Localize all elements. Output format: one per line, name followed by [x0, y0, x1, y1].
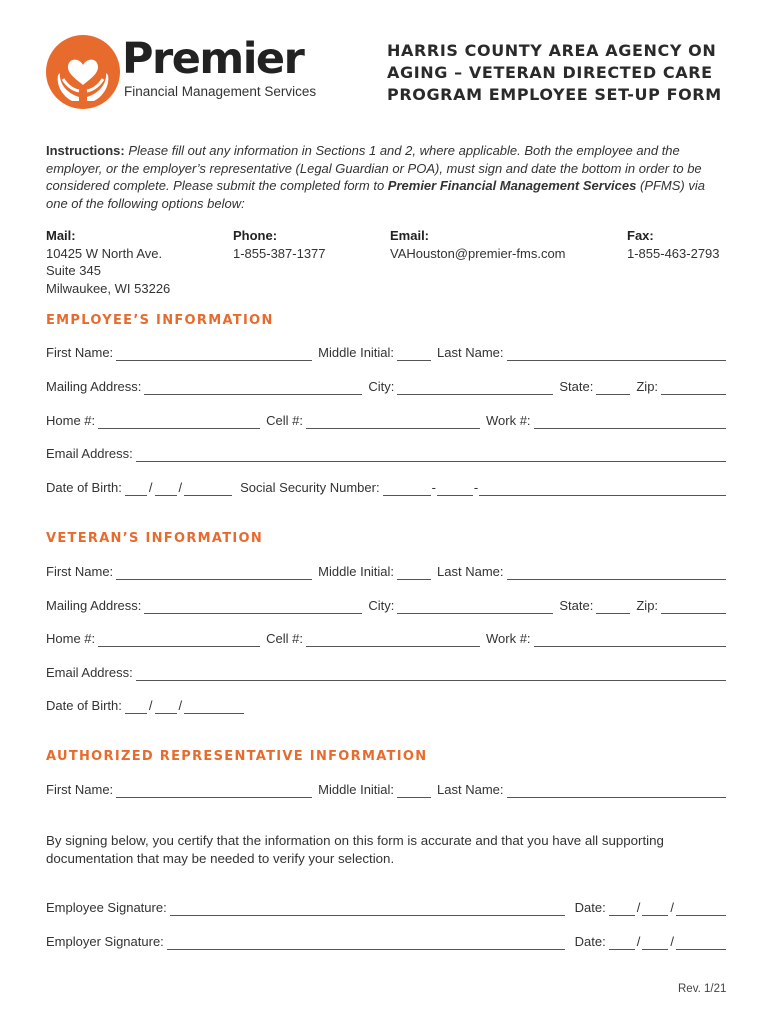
employee-middle-initial-field[interactable] [397, 348, 431, 361]
brand-tagline: Financial Management Services [124, 84, 317, 99]
ssn-label: Social Security Number: [240, 480, 380, 495]
employee-mailing-address-field[interactable] [144, 382, 362, 395]
employee-home-phone-field[interactable] [98, 416, 260, 429]
employee-state-field[interactable] [596, 382, 630, 395]
veteran-email-row [46, 663, 726, 681]
veteran-dob-day-field[interactable] [155, 701, 177, 714]
cell-label: Cell #: [266, 631, 303, 646]
employer-signature-row [46, 932, 726, 950]
employee-dob-year-field[interactable] [184, 483, 232, 496]
first-name-label: First Name: [46, 564, 114, 579]
form-title-line: AGING – VETERAN DIRECTED CARE [387, 63, 713, 82]
employer-date-month-field[interactable] [609, 937, 635, 950]
veteran-dob-year-field[interactable] [184, 701, 244, 714]
mail-line: Milwaukee, WI 53226 [46, 280, 171, 296]
representative-middle-initial-field[interactable] [397, 785, 431, 798]
phone-value: 1-855-387-1377 [233, 245, 326, 261]
mail-line: Suite 345 [46, 263, 101, 278]
email-address-label: Email Address: [46, 446, 133, 461]
date-slash: / [636, 934, 641, 949]
work-label: Work #: [486, 631, 531, 646]
veteran-dob-row [46, 696, 726, 714]
employee-zip-field[interactable] [661, 382, 726, 395]
representative-first-name-field[interactable] [116, 785, 312, 798]
employee-signature-field[interactable] [170, 903, 565, 916]
dob-slash: / [148, 480, 153, 495]
employer-date-year-field[interactable] [676, 937, 726, 950]
representative-last-name-field[interactable] [507, 785, 726, 798]
employee-dob-row [46, 478, 726, 496]
veteran-name-row [46, 562, 726, 580]
zip-label: Zip: [636, 598, 659, 613]
employer-signature-field[interactable] [167, 937, 565, 950]
employee-dob-month-field[interactable] [125, 483, 147, 496]
middle-initial-label: Middle Initial: [318, 345, 395, 360]
middle-initial-label: Middle Initial: [318, 564, 395, 579]
first-name-label: First Name: [46, 345, 114, 360]
state-label: State: [559, 598, 594, 613]
veteran-mailing-address-field[interactable] [144, 601, 362, 614]
employee-dob-day-field[interactable] [155, 483, 177, 496]
veteran-cell-phone-field[interactable] [306, 634, 480, 647]
form-title [387, 40, 747, 106]
ssn-dash: - [431, 480, 436, 495]
fax-label: Fax: [627, 228, 654, 243]
employee-email-row [46, 444, 726, 462]
contact-mail [46, 227, 170, 297]
zip-label: Zip: [636, 379, 659, 394]
dob-label: Date of Birth: [46, 698, 122, 713]
employee-city-field[interactable] [397, 382, 553, 395]
employee-signature-label: Employee Signature: [46, 900, 167, 915]
home-label: Home #: [46, 413, 96, 428]
employee-email-field[interactable] [136, 449, 726, 462]
email-value[interactable]: VAHouston@premier-fms.com [390, 245, 566, 261]
employee-cell-phone-field[interactable] [306, 416, 480, 429]
city-label: City: [368, 379, 395, 394]
employee-date-year-field[interactable] [676, 903, 726, 916]
representative-name-row [46, 780, 726, 798]
email-address-label: Email Address: [46, 665, 133, 680]
veteran-last-name-field[interactable] [507, 567, 726, 580]
email-label: Email: [390, 228, 430, 243]
dob-slash: / [178, 480, 183, 495]
instructions-text-2: (PFMS) via one of the following options below: [46, 178, 705, 211]
veteran-city-field[interactable] [397, 601, 553, 614]
revision-label: Rev. 1/21 [678, 983, 727, 995]
ssn-dash: - [473, 480, 479, 495]
middle-initial-label: Middle Initial: [318, 782, 395, 797]
veteran-email-field[interactable] [136, 668, 726, 681]
instructions-text: Please fill out any information in Sections 1 and 2, where applicable. Both the employee and the employer, or the employer’s representative (Legal Guardian or POA), must sign and date the bottom in order to be considered complete. Please submit the completed form to [46, 143, 702, 193]
phone-label: Phone: [233, 228, 278, 243]
city-label: City: [368, 598, 395, 613]
contact-phone [233, 227, 326, 262]
veteran-phone-row [46, 629, 726, 647]
premier-logo-icon [46, 35, 120, 109]
section-employee-heading: EMPLOYEE’S INFORMATION [46, 313, 274, 328]
dob-label: Date of Birth: [46, 480, 122, 495]
employee-first-name-field[interactable] [116, 348, 312, 361]
first-name-label: First Name: [46, 782, 114, 797]
mailing-address-label: Mailing Address: [46, 379, 142, 394]
instructions-label: Instructions: [46, 143, 125, 158]
veteran-middle-initial-field[interactable] [397, 567, 431, 580]
section-representative-heading: AUTHORIZED REPRESENTATIVE INFORMATION [46, 749, 428, 764]
employee-phone-row [46, 411, 726, 429]
veteran-address-row [46, 596, 726, 614]
last-name-label: Last Name: [437, 345, 504, 360]
employee-work-phone-field[interactable] [534, 416, 726, 429]
veteran-work-phone-field[interactable] [534, 634, 726, 647]
state-label: State: [559, 379, 594, 394]
mail-line: 10425 W North Ave. [46, 245, 163, 261]
employee-address-row [46, 377, 726, 395]
home-label: Home #: [46, 631, 96, 646]
employer-date-day-field[interactable] [642, 937, 668, 950]
instructions-org: Premier Financial Management Services [387, 178, 637, 193]
certification-text: By signing below, you certify that the information on this form is accurate and that you have all supporting documentation that may be needed to verify your selection. [46, 833, 664, 866]
employee-date-month-field[interactable] [609, 903, 635, 916]
instructions [46, 142, 728, 212]
employee-ssn-part1-field[interactable] [383, 483, 431, 496]
veteran-home-phone-field[interactable] [98, 634, 260, 647]
mailing-address-label: Mailing Address: [46, 598, 142, 613]
contact-fax [627, 227, 720, 262]
date-slash: / [670, 934, 674, 949]
mail-label: Mail: [46, 228, 76, 243]
employee-ssn-part2-field[interactable] [437, 483, 473, 496]
contact-email [390, 227, 566, 262]
dob-slash: / [148, 698, 153, 713]
section-veteran-heading: VETERAN’S INFORMATION [46, 531, 264, 546]
form-title-line: HARRIS COUNTY AREA AGENCY ON [387, 41, 717, 60]
cell-label: Cell #: [266, 413, 303, 428]
veteran-dob-month-field[interactable] [125, 701, 147, 714]
employee-ssn-part3-field[interactable] [479, 483, 726, 496]
form-title-line: PROGRAM EMPLOYEE SET-UP FORM [387, 85, 722, 104]
dob-slash: / [178, 698, 183, 713]
fax-value: 1-855-463-2793 [627, 245, 720, 261]
last-name-label: Last Name: [437, 564, 504, 579]
veteran-state-field[interactable] [596, 601, 630, 614]
employee-date-day-field[interactable] [642, 903, 668, 916]
veteran-zip-field[interactable] [661, 601, 726, 614]
date-slash: / [636, 900, 641, 915]
last-name-label: Last Name: [437, 782, 504, 797]
date-label: Date: [574, 900, 606, 915]
employee-name-row [46, 343, 726, 361]
employer-signature-label: Employer Signature: [46, 934, 164, 949]
work-label: Work #: [486, 413, 531, 428]
employee-signature-row [46, 898, 726, 916]
date-slash: / [670, 900, 674, 915]
employee-last-name-field[interactable] [507, 348, 726, 361]
date-label: Date: [574, 934, 606, 949]
brand-name: Premier [122, 34, 304, 84]
veteran-first-name-field[interactable] [116, 567, 312, 580]
